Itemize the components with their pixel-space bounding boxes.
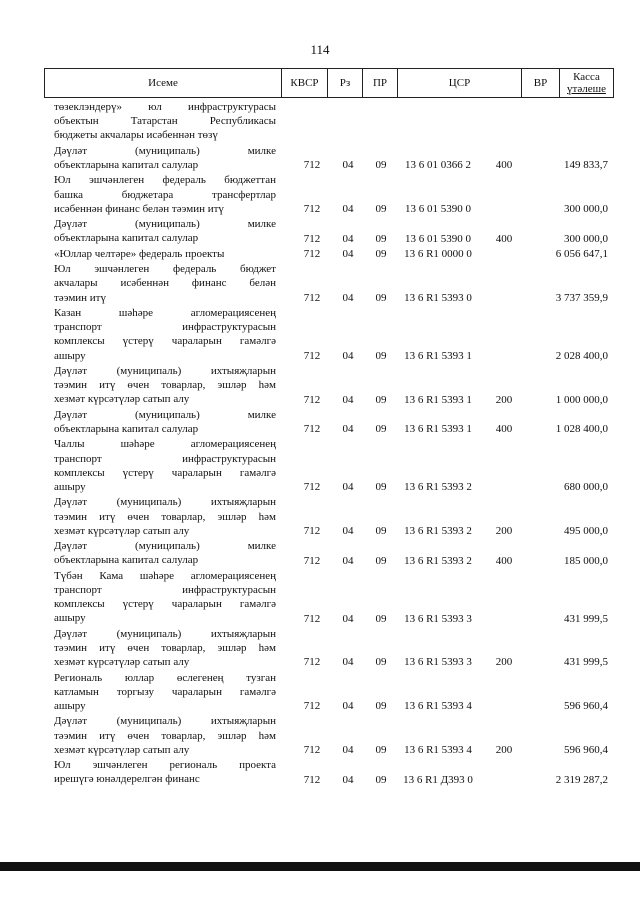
row-rz: 04 xyxy=(342,393,354,406)
row-sum: 149 833,7 xyxy=(564,159,608,172)
row-name-line: объектларына капитал салулар xyxy=(54,554,199,567)
row-name-line: Дәүләт (муниципаль) милке xyxy=(54,408,276,421)
row-name-line: Юл эшчәнлеген федераль бюджет xyxy=(54,263,276,276)
row-rz: 04 xyxy=(342,159,354,172)
row-name-line: катламын торгызу чараларын гамәлгә xyxy=(54,685,276,698)
row-sum: 431 999,5 xyxy=(564,612,608,625)
row-sum: 2 028 400,0 xyxy=(555,349,608,362)
row-rz: 04 xyxy=(342,291,354,304)
header-kassa-line2: үтәлеше xyxy=(567,83,606,95)
table-row xyxy=(54,408,614,436)
row-vr: 400 xyxy=(495,554,513,567)
row-name-line: транспорт инфраструктурасын xyxy=(54,452,276,465)
row-name-line: объектын Татарстан Республикасы xyxy=(54,115,276,128)
row-name-line: Дәүләт (муниципаль) ихтыяҗларын xyxy=(54,715,276,728)
row-name-line: Юл эшчәнлеген региональ проекта xyxy=(54,759,276,772)
row-csr: 13 6 R1 Д393 0 xyxy=(403,773,473,786)
row-name-line: транспорт инфраструктурасын xyxy=(54,583,276,596)
row-kvsr: 712 xyxy=(303,393,321,406)
row-kvsr: 712 xyxy=(303,247,321,260)
row-rz: 04 xyxy=(342,232,354,245)
row-name-line: Дәүләт (муниципаль) ихтыяҗларын xyxy=(54,365,276,377)
row-csr: 13 6 R1 5393 1 xyxy=(404,393,472,406)
table-row xyxy=(54,495,614,538)
row-name-line: Түбән Кама шәһәре агломерациясенең xyxy=(54,569,276,582)
row-name-line: хезмәт күрсәтүләр сатып алу xyxy=(54,743,190,756)
row-name-line: Дәүләт (муниципаль) ихтыяҗларын xyxy=(54,496,276,509)
row-name-line: Юл эшчәнлеген федераль бюджеттан xyxy=(54,174,276,187)
row-name-line: Чаллы шәһәре агломерациясенең xyxy=(54,438,276,451)
row-name xyxy=(54,758,276,786)
row-sum: 431 999,5 xyxy=(564,656,608,669)
row-rz: 04 xyxy=(342,554,354,567)
row-name-line: тәэмин итү өчен товарлар, эшләр һәм xyxy=(54,729,276,742)
row-kvsr: 712 xyxy=(303,291,321,304)
table-row xyxy=(54,306,614,363)
row-vr: 200 xyxy=(495,524,513,537)
row-sum: 300 000,0 xyxy=(564,202,608,215)
row-rz: 04 xyxy=(342,349,354,362)
row-name-line: төзеклэндерү» юл инфраструктурасы xyxy=(54,101,276,113)
table-row xyxy=(54,364,614,407)
row-pr: 09 xyxy=(375,423,387,436)
row-pr: 09 xyxy=(375,247,387,260)
header-kassa-line1: Касса xyxy=(573,71,600,83)
header-kvsr: КВСР xyxy=(281,69,327,97)
row-csr: 13 6 01 5390 0 xyxy=(405,202,471,215)
table-row xyxy=(54,217,614,245)
row-name xyxy=(54,569,276,626)
row-rz: 04 xyxy=(342,202,354,215)
row-pr: 09 xyxy=(375,349,387,362)
row-name-line: бюджеты акчалары исәбеннән төзү xyxy=(54,129,218,142)
row-pr: 09 xyxy=(375,656,387,669)
row-csr: 13 6 R1 0000 0 xyxy=(404,247,472,260)
header-pr: ПР xyxy=(362,69,397,97)
row-sum: 1 028 400,0 xyxy=(555,423,608,436)
row-rz: 04 xyxy=(342,612,354,625)
row-name-line: Дәүләт (муниципаль) милке xyxy=(54,144,276,157)
row-sum: 6 056 647,1 xyxy=(555,247,608,260)
row-name xyxy=(54,173,276,216)
row-csr: 13 6 R1 5393 1 xyxy=(404,349,472,362)
row-name-line: хезмәт күрсәтүләр сатып алу xyxy=(54,393,190,406)
row-name-line: «Юллар челтәре» федераль проекты xyxy=(54,247,225,260)
row-sum: 300 000,0 xyxy=(564,232,608,245)
row-sum: 596 960,4 xyxy=(564,743,608,756)
row-name-line: тәэмин итү өчен товарлар, эшләр һәм xyxy=(54,379,276,392)
row-pr: 09 xyxy=(375,232,387,245)
row-name xyxy=(54,144,276,172)
row-pr: 09 xyxy=(375,612,387,625)
row-name xyxy=(54,364,276,407)
row-sum: 1 000 000,0 xyxy=(555,393,608,406)
row-pr: 09 xyxy=(375,554,387,567)
header-csr: ЦСР xyxy=(397,69,521,97)
row-name-line: Казан шәһәре агломерациясенең xyxy=(54,307,276,319)
row-name xyxy=(54,495,276,538)
row-sum: 596 960,4 xyxy=(564,700,608,713)
row-name xyxy=(54,714,276,757)
row-name-line: ашыру xyxy=(54,480,86,493)
row-name xyxy=(54,217,276,245)
table-row xyxy=(54,262,614,305)
table-row xyxy=(54,627,614,670)
row-vr: 400 xyxy=(495,423,513,436)
row-pr: 09 xyxy=(375,159,387,172)
table-row xyxy=(54,714,614,757)
row-csr: 13 6 R1 5393 2 xyxy=(404,524,472,537)
row-name-line: ирешүгә юнәлдерелгән финанс xyxy=(54,773,200,786)
row-name xyxy=(54,100,276,143)
row-csr: 13 6 R1 5393 3 xyxy=(404,612,472,625)
row-rz: 04 xyxy=(342,524,354,537)
row-name xyxy=(54,306,276,363)
row-kvsr: 712 xyxy=(303,554,321,567)
row-name-line: Дәүләт (муниципаль) милке xyxy=(54,540,276,553)
row-name-line: комплексы үстерү чараларын гамәлгә xyxy=(54,335,276,348)
row-csr: 13 6 R1 5393 2 xyxy=(404,481,472,494)
row-vr: 200 xyxy=(495,743,513,756)
row-vr: 200 xyxy=(495,393,513,406)
row-name-line: объектларына капитал салулар xyxy=(54,158,199,171)
row-name xyxy=(54,539,276,567)
row-name-line: комплексы үстерү чараларын гамәлгә xyxy=(54,466,276,479)
row-vr: 400 xyxy=(495,159,513,172)
row-rz: 04 xyxy=(342,743,354,756)
row-name-line: комплексы үстерү чараларын гамәлгә xyxy=(54,598,276,611)
row-name-line: ашыру xyxy=(54,699,86,712)
row-sum: 680 000,0 xyxy=(564,481,608,494)
row-kvsr: 712 xyxy=(303,773,321,786)
row-rz: 04 xyxy=(342,700,354,713)
header-kassa xyxy=(559,69,613,97)
row-sum: 185 000,0 xyxy=(564,554,608,567)
row-name xyxy=(54,671,276,714)
row-kvsr: 712 xyxy=(303,159,321,172)
row-rz: 04 xyxy=(342,656,354,669)
row-pr: 09 xyxy=(375,773,387,786)
table-row xyxy=(54,758,614,786)
row-kvsr: 712 xyxy=(303,202,321,215)
row-kvsr: 712 xyxy=(303,743,321,756)
row-name-line: акчалары исәбеннән финанс белән xyxy=(54,277,276,290)
row-name-line: ашыру xyxy=(54,612,86,625)
row-name-line: тәэмин итү xyxy=(54,291,106,304)
row-rz: 04 xyxy=(342,247,354,260)
table-row xyxy=(54,569,614,626)
row-csr: 13 6 R1 5393 0 xyxy=(404,291,472,304)
page-number: 114 xyxy=(310,42,330,57)
table-header xyxy=(44,68,614,98)
table-row xyxy=(54,247,614,261)
header-name: Исеме xyxy=(148,77,178,89)
row-name-line: тәэмин итү өчен товарлар, эшләр һәм xyxy=(54,510,276,523)
row-pr: 09 xyxy=(375,291,387,304)
row-pr: 09 xyxy=(375,202,387,215)
row-kvsr: 712 xyxy=(303,349,321,362)
row-name-line: транспорт инфраструктурасын xyxy=(54,321,276,334)
row-sum: 495 000,0 xyxy=(564,524,608,537)
table-row xyxy=(54,671,614,714)
table-row xyxy=(54,100,614,143)
row-vr: 200 xyxy=(495,656,513,669)
row-pr: 09 xyxy=(375,743,387,756)
row-kvsr: 712 xyxy=(303,481,321,494)
row-kvsr: 712 xyxy=(303,423,321,436)
row-name xyxy=(54,627,276,670)
row-pr: 09 xyxy=(375,393,387,406)
row-pr: 09 xyxy=(375,481,387,494)
row-kvsr: 712 xyxy=(303,700,321,713)
table-row xyxy=(54,539,614,567)
row-name-line: объектларына капитал салулар xyxy=(54,232,199,245)
row-name-line: Дәүләт (муниципаль) милке xyxy=(54,218,276,231)
scan-border xyxy=(0,862,640,871)
row-pr: 09 xyxy=(375,524,387,537)
row-sum: 3 737 359,9 xyxy=(555,291,608,304)
row-kvsr: 712 xyxy=(303,656,321,669)
row-csr: 13 6 R1 5393 4 xyxy=(404,700,472,713)
row-name xyxy=(54,262,276,305)
row-rz: 04 xyxy=(342,481,354,494)
row-name-line: тәэмин итү өчен товарлар, эшләр һәм xyxy=(54,641,276,654)
row-name xyxy=(54,437,276,494)
header-rz: Рз xyxy=(327,69,362,97)
row-name-line: Дәүләт (муниципаль) ихтыяҗларын xyxy=(54,627,276,640)
row-name-line: хезмәт күрсәтүләр сатып алу xyxy=(54,524,190,537)
row-name-line: Региональ юллар өслегенең тузган xyxy=(54,671,276,684)
row-sum: 2 319 287,2 xyxy=(555,773,608,786)
row-name-line: исәбеннән финанс белән тәэмин итү xyxy=(54,202,224,215)
row-csr: 13 6 R1 5393 4 xyxy=(404,743,472,756)
row-kvsr: 712 xyxy=(303,232,321,245)
row-name-line: башка бюджетара трансфертлар xyxy=(54,188,276,201)
row-name xyxy=(54,408,276,436)
row-pr: 09 xyxy=(375,700,387,713)
table-row xyxy=(54,173,614,216)
row-csr: 13 6 R1 5393 3 xyxy=(404,656,472,669)
row-csr: 13 6 01 0366 2 xyxy=(405,159,471,172)
row-csr: 13 6 R1 5393 2 xyxy=(404,554,472,567)
row-csr: 13 6 R1 5393 1 xyxy=(404,423,472,436)
row-kvsr: 712 xyxy=(303,524,321,537)
row-rz: 04 xyxy=(342,773,354,786)
row-name-line: объектларына капитал салулар xyxy=(54,422,199,435)
row-rz: 04 xyxy=(342,423,354,436)
row-kvsr: 712 xyxy=(303,612,321,625)
row-vr: 400 xyxy=(495,232,513,245)
row-name-line: ашыру xyxy=(54,349,86,362)
table-row xyxy=(54,144,614,172)
header-vr: ВР xyxy=(521,69,559,97)
row-name xyxy=(54,247,276,261)
row-csr: 13 6 01 5390 0 xyxy=(405,232,471,245)
row-name-line: хезмәт күрсәтүләр сатып алу xyxy=(54,656,190,669)
table-row xyxy=(54,437,614,494)
